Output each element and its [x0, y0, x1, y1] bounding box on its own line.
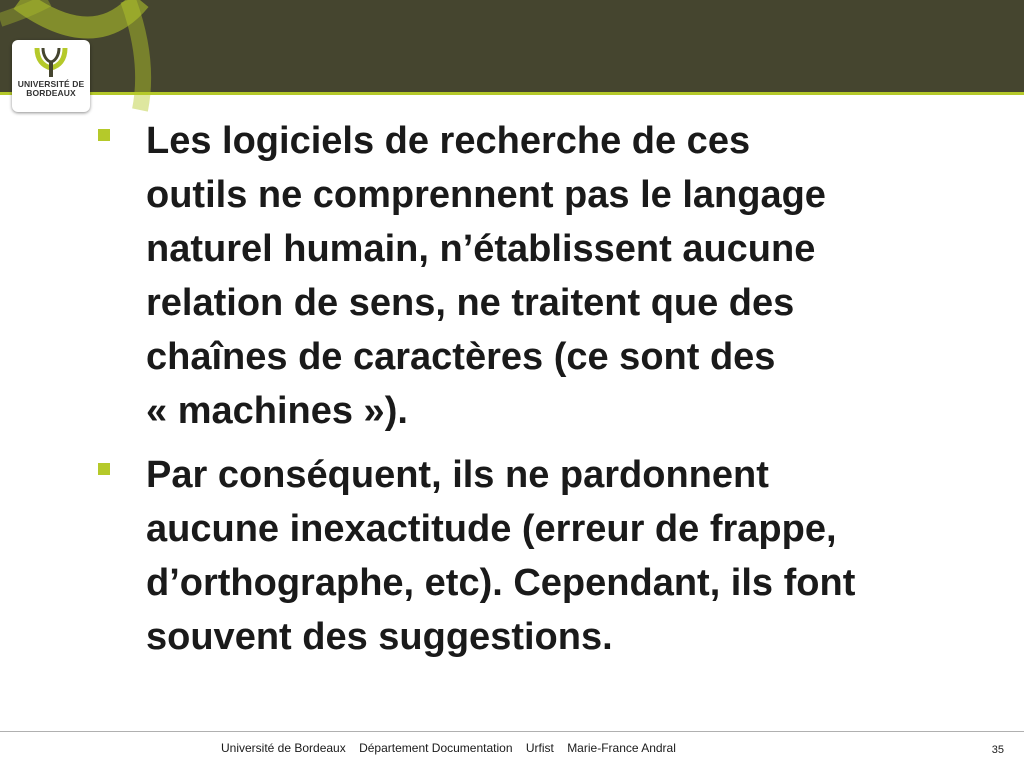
bullet-item [98, 114, 1003, 438]
footer-university: Université de Bordeaux [221, 741, 346, 755]
bullet-line: Les logiciels de recherche de ces [146, 120, 751, 162]
bullet-line: « machines »). [146, 390, 408, 432]
logo-text [18, 80, 84, 98]
square-bullet-icon [98, 463, 110, 475]
bullet-line: naturel humain, n’établissent aucune [146, 228, 816, 270]
bullet-line: d’orthographe, etc). Cependant, ils font [146, 562, 856, 604]
footer [221, 741, 686, 755]
bullet-line: souvent des suggestions. [146, 616, 613, 658]
footer-author: Marie-France Andral [567, 741, 676, 755]
square-bullet-icon [98, 129, 110, 141]
logo-text-line2: BORDEAUX [26, 88, 76, 98]
footer-divider [0, 731, 1024, 732]
bullet-line: relation de sens, ne traitent que des [146, 282, 795, 324]
university-emblem-icon [31, 46, 71, 78]
bullet-line: outils ne comprennent pas le langage [146, 174, 826, 216]
bullet-line: aucune inexactitude (erreur de frappe, [146, 508, 837, 550]
bullet-line: chaînes de caractères (ce sont des [146, 336, 776, 378]
logo-text-line1: UNIVERSITÉ DE [17, 79, 85, 89]
bullet-line: Par conséquent, ils ne pardonnent [146, 454, 769, 496]
header-accent-line [0, 92, 1024, 95]
footer-unit: Urfist [525, 741, 554, 755]
footer-department: Département Documentation [359, 741, 513, 755]
bullet-text [146, 448, 855, 664]
slide-content [98, 114, 1003, 674]
bullet-item [98, 448, 1003, 664]
university-logo [12, 40, 90, 112]
bullet-text [146, 114, 826, 438]
page-number: 35 [991, 744, 1004, 756]
